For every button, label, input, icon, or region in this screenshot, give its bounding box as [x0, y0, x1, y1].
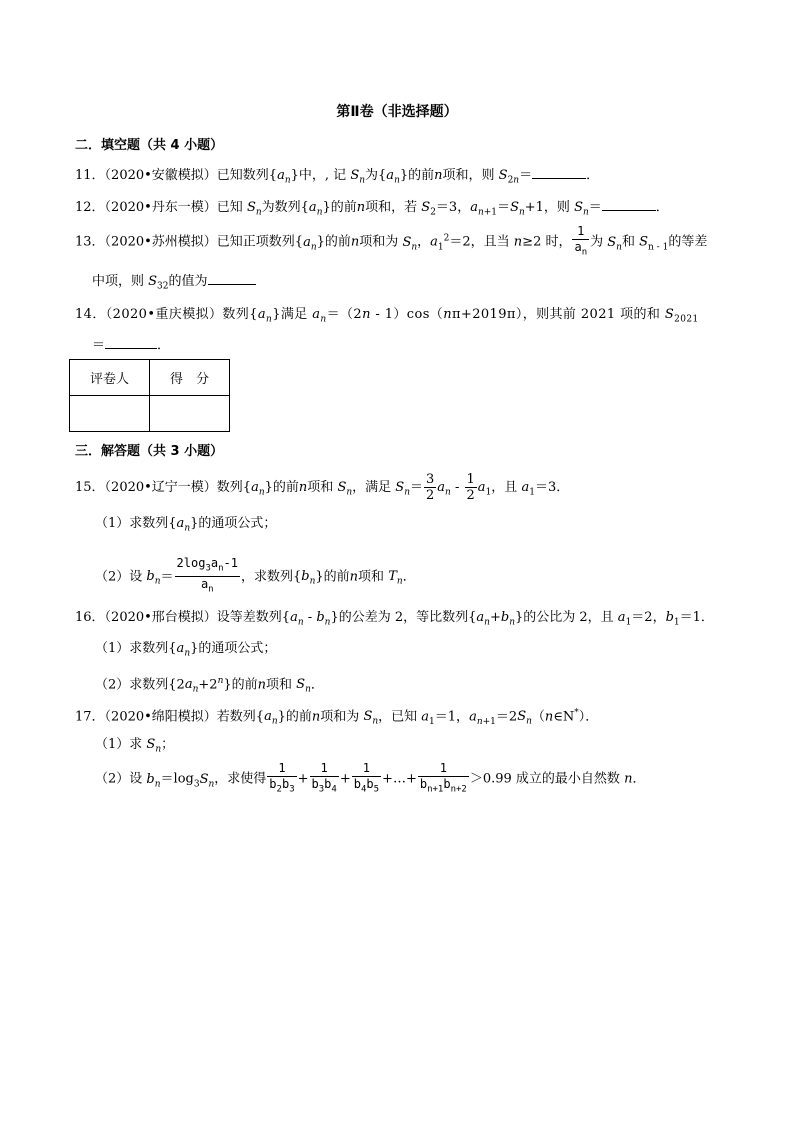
answer-blank[interactable] — [208, 272, 256, 285]
fraction: $\frac{1}{b_{n+1}b_{n+2}}$ — [419, 761, 467, 795]
question-12: 12．（2020•丹东一模）已知 $S_n$为数列$\{a_n\}$的前n项和，若 $S_2=3$，$a_{n+1}=S_n+1$，则 $S_n=$ ． — [75, 200, 669, 218]
question-14-continued: ＝ ． — [92, 338, 171, 353]
fraction: $\frac{1}{b_4b_5}$ — [353, 761, 380, 795]
score-cell[interactable] — [150, 396, 230, 432]
question-15-part-2: （2）设 $b_n=$ $\frac{2\log_3a_n-1}{a_n}$ ，求数列$\{b_n\}$的前n项和 $T_n$． — [95, 556, 416, 598]
fraction: $\frac{1}{b_3b_4}$ — [311, 761, 337, 795]
question-13: 13．（2020•苏州模拟）已知正项数列$\{a_n\}$的前n项和为 $S_n$，$a_1^2=2$，且当 n≥2 时， $\frac{1}{a_n}$ 为 $S_n$和 $S_{n - 1}$的等差 — [75, 224, 707, 260]
question-16-part-2: （2）求数列$\{2a_n+2^n\}$的前n项和 $S_n$． — [95, 676, 324, 695]
question-14: 14．（2020•重庆模拟）数列$\{a_n\}$满足 $a_n=(2n - 1)\cos(n\pi+2019\pi)$，则其前 2021 项的和 $S_{2021}$ — [75, 307, 699, 325]
score-table — [69, 359, 230, 432]
question-11: 11．（2020•安徽模拟）已知数列$\{a_n\}$中，, 记 $S_n$为$\{a_n\}$的前n项和，则 $S_{2n}=$ ． — [75, 168, 600, 186]
answer-blank[interactable] — [105, 336, 157, 349]
fraction: $\frac{3}{2}$ — [426, 472, 435, 503]
question-16: 16．（2020•邢台模拟）设等差数列$\{a_n - b_n\}$的公差为 2，等比数列$\{a_n+b_n\}$的公比为 2，且 $a_1=2$，$b_1=1$． — [75, 610, 714, 628]
grader-cell[interactable] — [70, 396, 150, 432]
answer-blank[interactable] — [602, 198, 656, 211]
score-header: 得 分 — [150, 360, 230, 396]
answer-blank[interactable] — [532, 166, 586, 179]
section-heading-fill-blank: 二．填空题（共 4 小题） — [75, 138, 224, 153]
question-15-part-1: （1）求数列$\{a_n\}$的通项公式； — [95, 516, 277, 534]
question-17: 17．（2020•绵阳模拟）若数列$\{a_n\}$的前n项和为 $S_n$，已知 $a_1=1$，$a_{n+1}=2S_n(n\in N^*)$． — [75, 708, 599, 727]
question-15: 15．（2020•辽宁一模）数列$\{a_n\}$的前n项和 $S_n$，满足 $S_n=$ $\frac{3}{2}$ $a_n$ - $\frac{1}{2}$ $a_1$，且 $a_1=3$． — [75, 472, 570, 503]
fraction: $\frac{1}{2}$ — [466, 472, 475, 503]
question-17-part-2: （2）设 $b_n=\log_3S_n$，求使得 $\frac{1}{b_2b_3}$ + $\frac{1}{b_3b_4}$ + $\frac{1}{b_4b_5}$ +…+ $\frac{1}{b_{n+1}b_{n+2}}$ ＞0.99 成立的最小自然数 n． — [95, 761, 645, 797]
question-13-continued: 中项，则 $S_{32}$的值为 — [92, 272, 256, 296]
question-17-part-1: （1）求 $S_n$； — [95, 737, 175, 755]
grader-header: 评卷人 — [70, 360, 150, 396]
page-title: 第Ⅱ卷（非选择题） — [336, 104, 458, 120]
fraction: $\frac{1}{a_n}$ — [574, 224, 588, 258]
fraction: $\frac{2\log_3a_n-1}{a_n}$ — [176, 556, 238, 595]
fraction: $\frac{1}{b_2b_3}$ — [269, 761, 295, 795]
question-16-part-1: （1）求数列$\{a_n\}$的通项公式； — [95, 641, 277, 659]
section-heading-solve: 三．解答题（共 3 小题） — [75, 444, 224, 459]
